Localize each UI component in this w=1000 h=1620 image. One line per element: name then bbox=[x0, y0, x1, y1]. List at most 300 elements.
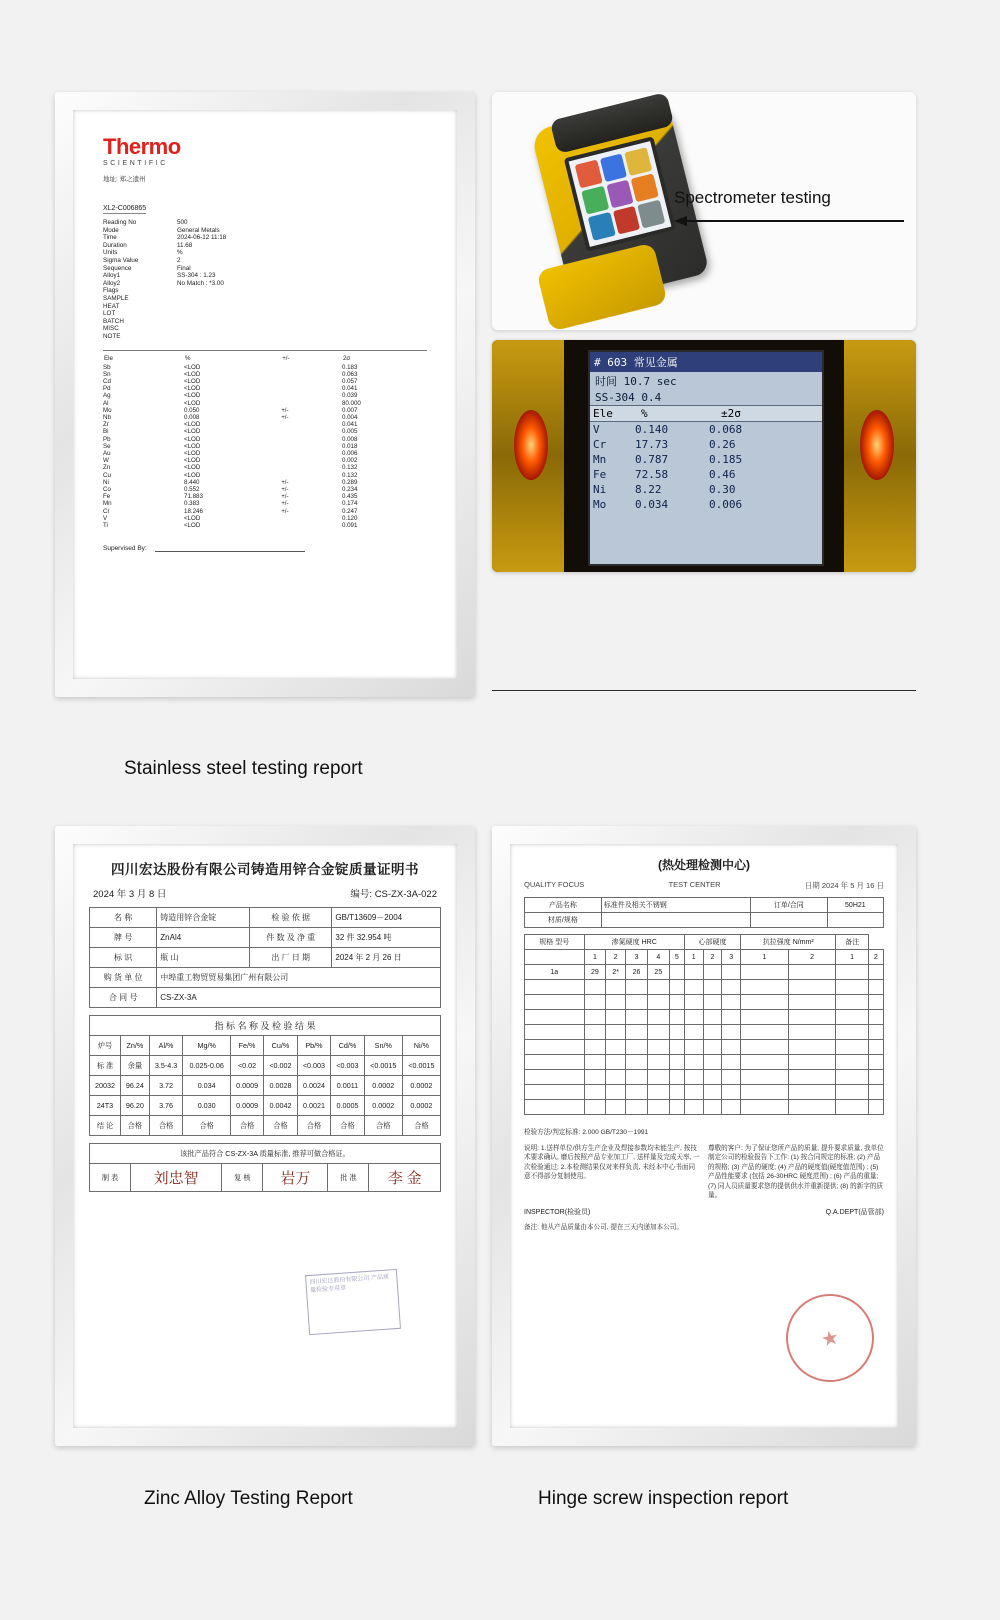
caption-stainless: Stainless steel testing report bbox=[124, 758, 363, 779]
table-cell: 0.132 bbox=[341, 471, 358, 479]
table-cell bbox=[684, 1085, 703, 1100]
hinge-center-label: TEST CENTER bbox=[668, 880, 721, 889]
table-cell bbox=[584, 1070, 606, 1085]
screen-result-row bbox=[590, 452, 822, 467]
table-row bbox=[103, 493, 427, 500]
thermo-meta-value: SS-304 : 1.23 bbox=[177, 272, 216, 280]
table-cell bbox=[281, 400, 342, 407]
table-cell bbox=[525, 1100, 585, 1115]
supervised-by-row bbox=[103, 543, 427, 552]
table-cell bbox=[703, 1100, 722, 1115]
thermo-meta-row bbox=[103, 303, 427, 311]
table-cell: 0.025-0.06 bbox=[183, 1056, 231, 1076]
screen-icon-8 bbox=[613, 206, 641, 235]
table-cell bbox=[584, 1025, 606, 1040]
zinc-lot-row bbox=[90, 1096, 441, 1116]
table-cell bbox=[788, 1040, 836, 1055]
hinge-standard-note: 检验方法/判定标准: 2.000 GB/T230－1991 bbox=[524, 1129, 649, 1136]
table-row bbox=[103, 479, 427, 486]
table-cell bbox=[868, 965, 883, 980]
table-cell bbox=[606, 1085, 626, 1100]
thermo-meta-key: Sigma Value bbox=[103, 256, 139, 264]
screen-icon-9 bbox=[638, 200, 666, 229]
table-cell bbox=[584, 1040, 606, 1055]
table-cell bbox=[788, 1025, 836, 1040]
table-cell: 0.006 bbox=[341, 449, 358, 457]
table-cell: +/- bbox=[281, 500, 289, 508]
table-cell: <0.002 bbox=[264, 1056, 298, 1076]
table-cell bbox=[626, 1040, 648, 1055]
table-cell bbox=[868, 995, 883, 1010]
table-cell: 合格 bbox=[121, 1116, 150, 1136]
table-cell bbox=[525, 995, 585, 1010]
table-cell: 18.246 bbox=[184, 507, 203, 515]
table-cell: Ag bbox=[103, 392, 111, 400]
table-row bbox=[103, 407, 427, 414]
table-cell: 0.0005 bbox=[331, 1096, 365, 1116]
thermo-meta-row bbox=[103, 310, 427, 318]
thermo-meta-value bbox=[177, 333, 427, 341]
zinc-doc-no: 编号: CS-ZX-3A-022 bbox=[350, 889, 437, 900]
table-cell bbox=[584, 1010, 606, 1025]
thermo-meta-value bbox=[177, 310, 427, 318]
table-cell: 29 bbox=[584, 965, 606, 980]
thermo-meta-key: LOT bbox=[103, 310, 116, 318]
screen-result-rows bbox=[590, 422, 822, 512]
table-cell: 0.091 bbox=[341, 521, 358, 529]
table-cell bbox=[703, 1040, 722, 1055]
table-cell: <LOD bbox=[184, 385, 201, 393]
table-cell bbox=[669, 1100, 684, 1115]
table-cell: +/- bbox=[281, 507, 289, 515]
table-cell: V bbox=[103, 514, 108, 522]
caption-hinge: Hinge screw inspection report bbox=[538, 1488, 789, 1509]
table-cell bbox=[626, 1010, 648, 1025]
table-cell: Cr bbox=[103, 507, 110, 515]
table-cell: <LOD bbox=[184, 377, 201, 385]
table-cell: Mg/% bbox=[183, 1036, 231, 1056]
table-cell bbox=[647, 995, 669, 1010]
table-cell: 名 称 bbox=[90, 908, 157, 928]
table-cell: 订单/合同 bbox=[750, 898, 827, 913]
table-cell: <LOD bbox=[184, 471, 201, 479]
table-cell: 0.039 bbox=[341, 392, 358, 400]
table-cell bbox=[703, 995, 722, 1010]
table-cell: Ni/% bbox=[402, 1036, 440, 1056]
footer-signature: 李 金 bbox=[369, 1164, 441, 1192]
table-row bbox=[103, 371, 427, 378]
table-cell: 合格 bbox=[149, 1116, 183, 1136]
stainless-report-sheet bbox=[73, 110, 457, 679]
thermo-meta-key: Units bbox=[103, 249, 118, 257]
table-cell bbox=[741, 1100, 789, 1115]
table-cell bbox=[684, 1040, 703, 1055]
table-cell: Mo bbox=[103, 406, 112, 414]
table-row bbox=[90, 968, 441, 988]
hinge-note-right: 尊敬的客户: 为了保证您所产品的质量, 提升要求质量, 我单位制定公司的检验报告下工作: (1) 按合同规定的标准; (2) 产品的规格; (3) 产品的硬度; (4) 产品的硬度值(硬度值范围) ; (5) 产品性能要求 (包括 26-30HRC 硬度范围) ; (6) 产品的重量; (7) 同人员质量要求您的提供供水并重新提供; (8) 的新字的质量。 bbox=[708, 1144, 884, 1199]
table-cell: 0.0011 bbox=[331, 1076, 365, 1096]
table-cell bbox=[669, 995, 684, 1010]
table-cell bbox=[836, 965, 868, 980]
thermo-meta-row bbox=[103, 227, 427, 235]
table-row bbox=[525, 1100, 884, 1115]
zinc-date: 2024 年 3 月 8 日 bbox=[93, 889, 167, 900]
annotation-callout bbox=[674, 188, 904, 228]
thermo-meta-key: Alloy2 bbox=[103, 279, 121, 287]
table-cell bbox=[722, 1070, 741, 1085]
table-cell bbox=[836, 980, 868, 995]
cell-ele: V bbox=[593, 423, 600, 436]
spectrometer-label: Spectrometer testing bbox=[674, 188, 831, 207]
caption-zinc: Zinc Alloy Testing Report bbox=[144, 1488, 353, 1509]
table-cell: <LOD bbox=[184, 521, 201, 529]
table-cell: <0.0015 bbox=[364, 1056, 402, 1076]
table-cell: <LOD bbox=[184, 421, 201, 429]
table-cell: 0.0028 bbox=[264, 1076, 298, 1096]
table-cell: 96.24 bbox=[121, 1076, 150, 1096]
thermo-meta-row bbox=[103, 333, 427, 341]
table-cell bbox=[788, 1100, 836, 1115]
table-cell: 8.440 bbox=[184, 478, 200, 486]
table-cell: 0.008 bbox=[341, 435, 358, 443]
table-row bbox=[90, 948, 441, 968]
thermo-meta-key: Alloy1 bbox=[103, 272, 121, 280]
table-cell bbox=[722, 980, 741, 995]
table-cell bbox=[626, 995, 648, 1010]
table-cell bbox=[606, 1010, 626, 1025]
hinge-standard-note-row bbox=[524, 1122, 884, 1138]
table-cell: Zn bbox=[103, 464, 111, 472]
thermo-meta-row bbox=[103, 257, 427, 265]
thermo-address: 地址: 郑之遗州 bbox=[103, 176, 146, 183]
table-cell: 25 bbox=[647, 965, 669, 980]
device-screen-photo bbox=[492, 340, 916, 572]
table-cell: +/- bbox=[281, 485, 289, 493]
thermo-meta-key: Duration bbox=[103, 241, 127, 249]
cell-ele: Ni bbox=[593, 483, 607, 496]
table-cell bbox=[606, 995, 626, 1010]
table-row bbox=[525, 913, 884, 928]
table-cell bbox=[281, 443, 342, 450]
table-cell bbox=[669, 1040, 684, 1055]
table-cell bbox=[626, 1085, 648, 1100]
table-row bbox=[525, 1040, 884, 1055]
table-row bbox=[103, 443, 427, 450]
thermo-meta-row bbox=[103, 242, 427, 250]
table-cell bbox=[788, 995, 836, 1010]
screen-result-row bbox=[590, 467, 822, 482]
table-cell: 0.0002 bbox=[364, 1076, 402, 1096]
table-cell bbox=[868, 1025, 883, 1040]
table-cell bbox=[836, 1100, 868, 1115]
thermo-meta-list bbox=[103, 219, 427, 341]
thermo-meta-key: NOTE bbox=[103, 332, 121, 340]
element-col-header: Ele bbox=[104, 354, 113, 362]
table-cell: 0.383 bbox=[184, 500, 200, 508]
thermo-meta-value: General Metals bbox=[177, 226, 220, 234]
thermo-meta-value bbox=[177, 295, 427, 303]
zinc-column-header-row bbox=[90, 1036, 441, 1056]
zinc-result-table bbox=[89, 1015, 441, 1136]
table-cell: 0.234 bbox=[341, 485, 358, 493]
table-row bbox=[103, 450, 427, 457]
divider-rule bbox=[103, 350, 427, 351]
table-cell: <LOD bbox=[184, 514, 201, 522]
table-cell bbox=[868, 980, 883, 995]
table-row bbox=[525, 1025, 884, 1040]
table-cell bbox=[647, 1070, 669, 1085]
table-cell bbox=[606, 1040, 626, 1055]
table-cell: 合格 bbox=[297, 1116, 331, 1136]
table-cell bbox=[669, 1070, 684, 1085]
table-cell bbox=[722, 1055, 741, 1070]
thermo-meta-row bbox=[103, 219, 427, 227]
hinge-title: (热处理检测中心) bbox=[658, 858, 750, 872]
table-row bbox=[90, 908, 441, 928]
table-cell: 1 bbox=[684, 950, 703, 965]
table-cell bbox=[827, 913, 883, 928]
table-cell: 4 bbox=[647, 950, 669, 965]
thermo-meta-key: Sequence bbox=[103, 264, 132, 272]
table-cell: 80.000 bbox=[341, 399, 361, 407]
table-cell: 0.132 bbox=[341, 464, 358, 472]
table-cell bbox=[684, 1010, 703, 1025]
footer-label: 复 核 bbox=[222, 1164, 263, 1192]
table-cell: 标准件及相关不锈钢 bbox=[601, 898, 750, 913]
table-cell: <0.003 bbox=[331, 1056, 365, 1076]
table-cell bbox=[868, 1070, 883, 1085]
table-cell bbox=[868, 1010, 883, 1025]
table-row bbox=[525, 898, 884, 913]
table-cell: 0.0002 bbox=[364, 1096, 402, 1116]
table-cell bbox=[741, 1055, 789, 1070]
table-cell bbox=[684, 980, 703, 995]
table-row bbox=[103, 364, 427, 371]
table-cell: 0.018 bbox=[341, 442, 358, 450]
table-cell bbox=[281, 392, 342, 399]
thermo-meta-value: 500 bbox=[177, 219, 188, 226]
table-cell bbox=[669, 1055, 684, 1070]
table-cell bbox=[281, 428, 342, 435]
table-cell bbox=[647, 1040, 669, 1055]
table-cell: Sn bbox=[103, 370, 111, 378]
table-cell bbox=[703, 1055, 722, 1070]
zinc-report-frame bbox=[55, 826, 475, 1446]
table-cell bbox=[703, 980, 722, 995]
hinge-col-header: 抗拉强度 N/mm² bbox=[741, 935, 836, 950]
table-cell: Zn/% bbox=[121, 1036, 150, 1056]
table-cell: 96.20 bbox=[121, 1096, 150, 1116]
table-cell: 出 厂 日 期 bbox=[250, 948, 332, 968]
table-cell: 0.0009 bbox=[230, 1076, 263, 1096]
table-cell: Ti bbox=[103, 521, 108, 529]
table-row bbox=[525, 1070, 884, 1085]
thermo-meta-key: SAMPLE bbox=[103, 294, 129, 302]
table-cell bbox=[281, 421, 342, 428]
table-cell: 0.041 bbox=[341, 421, 358, 429]
thermo-meta-row bbox=[103, 295, 427, 303]
table-cell bbox=[722, 1010, 741, 1025]
table-cell: 1 bbox=[584, 950, 606, 965]
footer-label: 制 表 bbox=[90, 1164, 131, 1192]
table-cell bbox=[788, 980, 836, 995]
table-cell: 2* bbox=[606, 965, 626, 980]
table-row bbox=[525, 995, 884, 1010]
table-cell: 0.0024 bbox=[297, 1076, 331, 1096]
table-cell bbox=[750, 913, 827, 928]
table-cell bbox=[722, 1085, 741, 1100]
row-header: 24T3 bbox=[90, 1096, 121, 1116]
col-sigma: ±2σ bbox=[721, 407, 741, 420]
table-cell: 0.0002 bbox=[402, 1076, 440, 1096]
table-cell: 50H21 bbox=[827, 898, 883, 913]
table-cell bbox=[684, 1025, 703, 1040]
table-row bbox=[525, 980, 884, 995]
table-row bbox=[103, 400, 427, 407]
table-row bbox=[103, 457, 427, 464]
table-cell bbox=[584, 980, 606, 995]
table-cell bbox=[584, 1100, 606, 1115]
cell-pct: 0.140 bbox=[635, 423, 669, 436]
table-cell bbox=[836, 1040, 868, 1055]
thermo-meta-key: BATCH bbox=[103, 317, 124, 325]
table-cell bbox=[788, 1085, 836, 1100]
table-cell: 2 bbox=[703, 950, 722, 965]
table-cell: 2 bbox=[868, 950, 883, 965]
table-cell: Zr bbox=[103, 421, 109, 429]
row-header: 结 论 bbox=[90, 1116, 121, 1136]
col-pct: % bbox=[641, 407, 648, 420]
screen-result-row bbox=[590, 482, 822, 497]
table-cell: 合格 bbox=[364, 1116, 402, 1136]
screen-result-row bbox=[590, 497, 822, 512]
screen-icon-6 bbox=[631, 173, 659, 202]
table-cell: 0.063 bbox=[341, 370, 358, 378]
table-cell bbox=[525, 1025, 585, 1040]
table-cell: 0.0009 bbox=[230, 1096, 263, 1116]
table-cell: 0.004 bbox=[341, 413, 358, 421]
table-cell bbox=[525, 950, 585, 965]
table-cell: 2 bbox=[788, 950, 836, 965]
col-ele: Ele bbox=[593, 407, 613, 420]
hinge-col-header: 规格 型号 bbox=[525, 935, 585, 950]
element-result-table bbox=[103, 354, 427, 530]
section-divider bbox=[492, 690, 916, 691]
table-cell: Al/% bbox=[149, 1036, 183, 1056]
table-cell bbox=[868, 1100, 883, 1115]
left-glow bbox=[514, 410, 548, 480]
table-cell: 0.0042 bbox=[264, 1096, 298, 1116]
instrument-id: XL2-C006865 bbox=[103, 205, 147, 212]
table-cell bbox=[722, 995, 741, 1010]
zinc-company-stamp: 四川宏达股份有限公司 产品质量检验专用章 bbox=[305, 1269, 401, 1335]
hinge-report-sheet bbox=[510, 844, 898, 1428]
table-cell: 3 bbox=[722, 950, 741, 965]
table-cell bbox=[647, 1085, 669, 1100]
table-cell: 3.76 bbox=[149, 1096, 183, 1116]
table-cell: 0.183 bbox=[341, 363, 358, 371]
zinc-subheader bbox=[89, 886, 441, 900]
table-cell: Fe bbox=[103, 493, 111, 501]
row-header: 标 准 bbox=[90, 1056, 121, 1076]
thermo-meta-key: HEAT bbox=[103, 302, 120, 310]
table-row bbox=[90, 928, 441, 948]
table-cell bbox=[788, 965, 836, 980]
table-cell bbox=[647, 1025, 669, 1040]
table-cell bbox=[741, 1085, 789, 1100]
table-cell: Pb/% bbox=[297, 1036, 331, 1056]
thermo-meta-value: % bbox=[177, 249, 183, 257]
table-cell bbox=[703, 1085, 722, 1100]
thermo-meta-value: 11.68 bbox=[177, 241, 193, 249]
table-row bbox=[103, 486, 427, 493]
table-row bbox=[525, 1010, 884, 1025]
table-cell bbox=[626, 1070, 648, 1085]
table-cell bbox=[601, 913, 750, 928]
table-cell: <LOD bbox=[184, 399, 201, 407]
table-cell bbox=[669, 980, 684, 995]
thermo-meta-value: Final bbox=[177, 264, 191, 272]
table-cell: 26 bbox=[626, 965, 648, 980]
table-cell: Pb bbox=[103, 435, 111, 443]
table-cell: +/- bbox=[281, 493, 289, 501]
table-cell bbox=[741, 1070, 789, 1085]
footer-signature: 岩万 bbox=[263, 1164, 328, 1192]
table-cell bbox=[647, 1100, 669, 1115]
table-cell bbox=[606, 980, 626, 995]
table-cell bbox=[626, 1100, 648, 1115]
screen-row-time: 时间 10.7 sec bbox=[595, 375, 677, 388]
cell-pct: 0.034 bbox=[635, 498, 669, 511]
table-cell: 0.050 bbox=[184, 406, 200, 414]
table-cell bbox=[626, 1025, 648, 1040]
table-cell: Bi bbox=[103, 428, 109, 436]
table-cell bbox=[525, 980, 585, 995]
thermo-meta-row bbox=[103, 234, 427, 242]
table-cell bbox=[669, 1010, 684, 1025]
table-cell bbox=[684, 1100, 703, 1115]
table-cell: 0.0021 bbox=[297, 1096, 331, 1116]
table-cell: Se bbox=[103, 442, 111, 450]
table-cell: <LOD bbox=[184, 428, 201, 436]
cell-pct: 0.787 bbox=[635, 453, 669, 466]
table-cell: 5 bbox=[669, 950, 684, 965]
table-cell: 合格 bbox=[230, 1116, 263, 1136]
table-cell: Mn bbox=[103, 500, 112, 508]
table-cell: +/- bbox=[281, 413, 289, 421]
thermo-meta-value bbox=[177, 303, 427, 311]
table-row bbox=[525, 1055, 884, 1070]
table-row bbox=[103, 385, 427, 392]
thermo-meta-value bbox=[177, 325, 427, 333]
table-cell: 71.883 bbox=[184, 493, 203, 501]
table-cell: 3 bbox=[626, 950, 648, 965]
table-cell bbox=[584, 1055, 606, 1070]
table-cell: ZnAl4 bbox=[157, 928, 250, 948]
table-cell bbox=[836, 1070, 868, 1085]
hinge-foot-note: 备注: 他从产品质量由本公司, 提在三天内递加本公司。 bbox=[524, 1223, 683, 1231]
hinge-footer-row bbox=[524, 1207, 884, 1217]
zinc-lot-row bbox=[90, 1076, 441, 1096]
table-cell: <LOD bbox=[184, 370, 201, 378]
table-cell bbox=[703, 1070, 722, 1085]
table-cell bbox=[525, 1010, 585, 1025]
table-cell bbox=[647, 980, 669, 995]
table-cell bbox=[281, 472, 342, 479]
table-cell bbox=[525, 1040, 585, 1055]
table-cell: 检 验 依 据 bbox=[250, 908, 332, 928]
table-cell bbox=[868, 1055, 883, 1070]
